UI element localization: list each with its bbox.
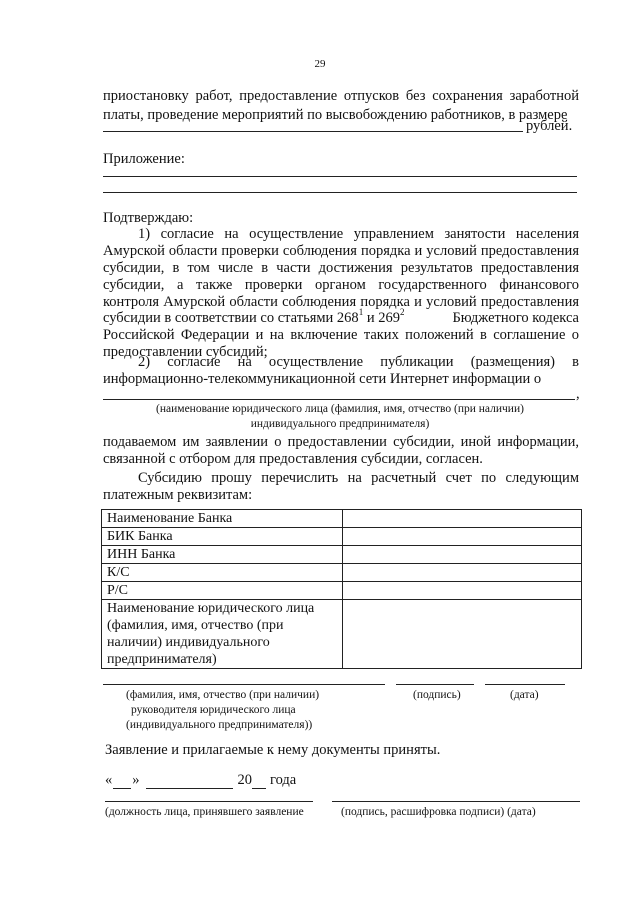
- table-row: [102, 564, 582, 582]
- head-name-caption-3: (индивидуального предпринимателя)): [126, 719, 313, 731]
- bik-label: БИК Банка: [102, 528, 343, 546]
- day-blank[interactable]: [113, 773, 131, 789]
- table-row: [102, 582, 582, 600]
- bank-details-table: [101, 509, 582, 669]
- bank-name-value[interactable]: [343, 510, 582, 528]
- rs-value[interactable]: [343, 582, 582, 600]
- date-caption: (дата): [510, 689, 539, 701]
- sign-date-line: [332, 801, 580, 802]
- confirm-p1-line-7: Российской Федерации и на включение таких положений в соглашение о: [103, 327, 579, 343]
- intro-line-1: приостановку работ, предоставление отпусков без сохранения заработной: [103, 88, 579, 104]
- payment-line-2: платежным реквизитам:: [103, 487, 253, 503]
- confirm-p1-line-1: 1) согласие на осуществление управлением занятости населения: [138, 226, 579, 242]
- payment-line-1: Субсидию прошу перечислить на расчетный счет по следующим: [138, 470, 579, 486]
- sup-1: 1: [358, 307, 364, 318]
- signature-line: [396, 684, 474, 685]
- articles-text: субсидии в соответствии со статьями 268: [103, 310, 359, 326]
- legal-entity-label-line: наличии) индивидуального: [107, 635, 270, 650]
- legal-entity-comma: ,: [576, 386, 580, 402]
- confirm-p2-line-2: информационно-телекоммуникационной сети Интернет информации о: [103, 371, 542, 387]
- confirm-p1-line-8: предоставлении субсидий;: [103, 344, 268, 360]
- confirm-p1-line-4: субсидии, а также проверки органом государственного финансового: [103, 277, 579, 293]
- date-line: [485, 684, 565, 685]
- confirm-heading: Подтверждаю:: [103, 210, 194, 226]
- year-blank[interactable]: [252, 773, 266, 789]
- attachment-label: Приложение:: [103, 151, 185, 167]
- legal-entity-label-line: предпринимателя): [107, 652, 217, 667]
- quote-open: «: [105, 772, 113, 788]
- confirm-p2-line-1: 2) согласие на осуществление публикации (размещения) в: [138, 354, 579, 370]
- attachment-line-2: [103, 192, 577, 193]
- table-row: [102, 510, 582, 528]
- received-date: [105, 771, 296, 789]
- confirm-p1-line-2: Амурской области проверки соблюдения порядка и условий предоставления: [103, 243, 579, 259]
- ks-label: К/С: [102, 564, 343, 582]
- confirm-p1-line-6-text-a: [103, 309, 404, 327]
- intro-line-2: платы, проведение мероприятий по высвобождению работников, в размере: [103, 107, 568, 123]
- legal-entity-caption-1: (наименование юридического лица (фамилия, имя, отчество (при наличии): [156, 403, 524, 415]
- signature-caption: (подпись): [413, 689, 461, 701]
- legal-entity-blank-line: [103, 399, 575, 400]
- year-prefix: 20: [237, 772, 252, 788]
- legal-entity-caption-2: индивидуального предпринимателя): [250, 418, 430, 430]
- confirm-p1-line-5: контроля Амурской области соблюдения порядка и условий предоставления: [103, 294, 579, 310]
- articles-text-b: и 269: [363, 310, 400, 326]
- legal-entity-name-label: [102, 600, 343, 669]
- amount-suffix: рублей.: [526, 118, 573, 134]
- received-text: Заявление и прилагаемые к нему документы приняты.: [105, 742, 441, 758]
- bik-value[interactable]: [343, 528, 582, 546]
- position-caption: (должность лица, принявшего заявление: [105, 806, 304, 818]
- position-line: [105, 801, 313, 802]
- table-row: [102, 600, 582, 669]
- sign-date-caption: (подпись, расшифровка подписи) (дата): [341, 806, 536, 818]
- page-number: 29: [314, 58, 326, 70]
- ks-value[interactable]: [343, 564, 582, 582]
- table-row: [102, 528, 582, 546]
- table-row: [102, 546, 582, 564]
- head-name-line: [103, 684, 385, 685]
- legal-entity-name-value[interactable]: [343, 600, 582, 669]
- budget-code-text: Бюджетного кодекса: [452, 310, 579, 326]
- legal-entity-label-line: Наименование юридического лица: [107, 601, 315, 616]
- rs-label: Р/С: [102, 582, 343, 600]
- amount-blank-line: [103, 131, 523, 132]
- month-blank[interactable]: [146, 773, 233, 789]
- head-name-caption-1: (фамилия, имя, отчество (при наличии): [126, 689, 320, 701]
- confirm-p2-line-4: связанной с отбором для предоставления субсидии, согласен.: [103, 451, 483, 467]
- confirm-p1-line-3: субсидии, в том числе в части достижения результатов предоставления: [103, 260, 579, 276]
- head-name-caption-2: руководителя юридического лица: [131, 704, 296, 716]
- quote-close: »: [132, 772, 140, 788]
- confirm-p1-line-6: [103, 309, 579, 327]
- bank-name-label: Наименование Банка: [102, 510, 343, 528]
- confirm-p2-line-3: подаваемом им заявлении о предоставлении субсидии, иной информации,: [103, 434, 579, 450]
- attachment-line-1: [103, 176, 577, 177]
- inn-value[interactable]: [343, 546, 582, 564]
- sup-2: 2: [399, 307, 405, 318]
- year-suffix: года: [270, 772, 297, 788]
- legal-entity-label-line: (фамилия, имя, отчество (при: [107, 618, 284, 633]
- inn-label: ИНН Банка: [102, 546, 343, 564]
